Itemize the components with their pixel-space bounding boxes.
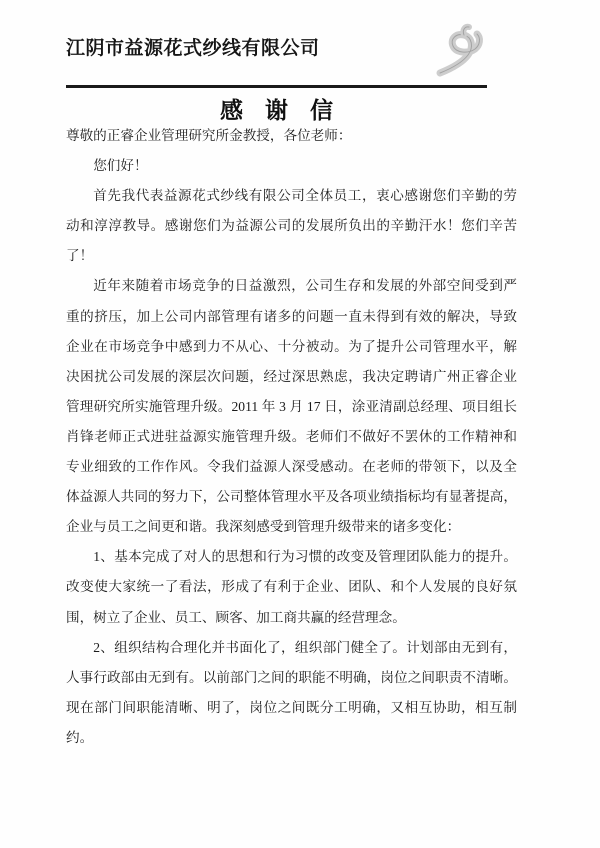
letter-line: 2、组织结构合理化并书面化了，组织部门健全了。计划部由无到有， bbox=[93, 639, 517, 655]
letter-line: 尊敬的正睿企业管理研究所金教授，各位老师： bbox=[66, 128, 352, 143]
company-name: 江阴市益源花式纱线有限公司 bbox=[66, 38, 320, 59]
yarn-knot-icon bbox=[434, 22, 494, 80]
letter-title: 感谢信 bbox=[220, 98, 355, 123]
letter-line: 专业细致的工作作风。令我们益源人深受感动。在老师的带领下，以及全 bbox=[66, 459, 517, 475]
letter-line: 首先我代表益源花式纱线有限公司全体员工，衷心感谢您们辛勤的劳 bbox=[93, 188, 517, 204]
letter-line: 决困扰公司发展的深层次问题，经过深思熟虑，我决定聘请广州正睿企业 bbox=[66, 368, 517, 384]
letter-line: 人事行政部由无到有。以前部门之间的职能不明确，岗位之间职责不清晰。 bbox=[66, 669, 517, 685]
letter-line: 1、基本完成了对人的思想和行为习惯的改变及管理团队能力的提升。 bbox=[93, 549, 517, 565]
header-divider bbox=[66, 85, 487, 88]
letter-line: 约。 bbox=[66, 729, 94, 745]
letter-line: 肖锋老师正式进驻益源实施管理升级。老师们不做好不罢休的工作精神和 bbox=[66, 428, 517, 444]
letter-line: 围，树立了企业、员工、顾客、加工商共赢的经营理念。 bbox=[66, 609, 406, 625]
letter-line: 现在部门间职能清晰、明了，岗位之间既分工明确，又相互协助，相互制 bbox=[66, 699, 517, 715]
letter-line: 您们好！ bbox=[93, 158, 148, 174]
letter-line: 动和淳淳教导。感谢您们为益源公司的发展所负出的辛勤汗水！您们辛苦 bbox=[66, 218, 517, 234]
letter-line: 企业与员工之间更和谐。我深刻感受到管理升级带来的诸多变化： bbox=[66, 519, 461, 535]
letter-line: 体益源人共同的努力下，公司整体管理水平及各项业绩指标均有显著提高， bbox=[66, 489, 517, 505]
letter-line: 改变使大家统一了看法，形成了有利于企业、团队、和个人发展的良好氛 bbox=[66, 579, 517, 595]
letter-line: 管理研究所实施管理升级。2011 年 3 月 17 日，涂亚清副总经理、项目组长 bbox=[66, 398, 517, 414]
letter-line: 重的挤压，加上公司内部管理有诸多的问题一直未得到有效的解决，导致 bbox=[66, 308, 517, 324]
letter-line: 企业在市场竞争中感到力不从心、十分被动。为了提升公司管理水平，解 bbox=[66, 338, 517, 354]
letter-body bbox=[66, 121, 517, 753]
letter-line: 近年来随着市场竞争的日益激烈，公司生存和发展的外部空间受到严 bbox=[93, 278, 517, 294]
letter-line: 了！ bbox=[66, 248, 94, 264]
